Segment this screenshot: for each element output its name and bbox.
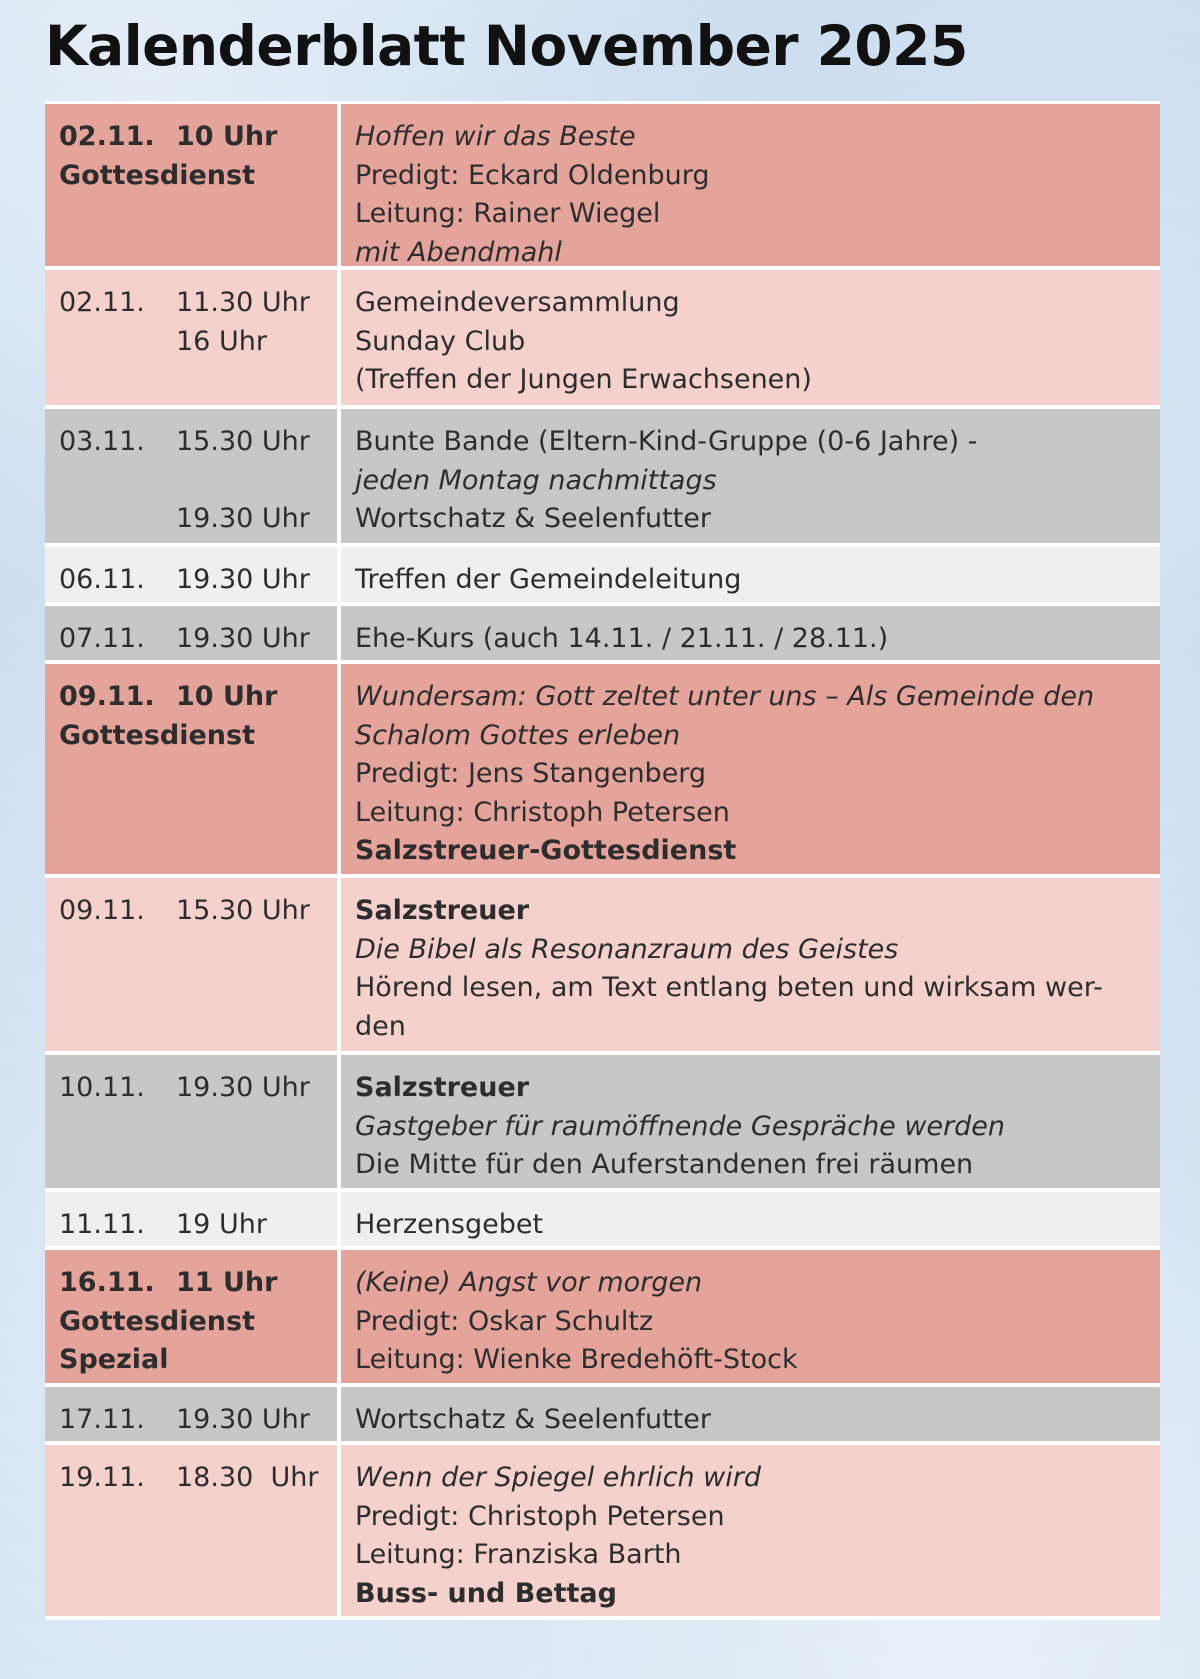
- event-date: 02.11.: [59, 121, 155, 152]
- calendar-row: [45, 1055, 1160, 1192]
- date-cell: [45, 409, 341, 543]
- event-line: Predigt: Eckard Oldenburg: [355, 159, 710, 191]
- calendar-row: [45, 606, 1160, 664]
- event-time: 16 Uhr: [176, 325, 267, 357]
- event-time: 10 Uhr: [176, 121, 278, 152]
- event-time: 19.30 Uhr: [176, 503, 310, 534]
- event-title: Wundersam: Gott zeltet unter uns – Als Gemeinde den: [355, 681, 1095, 712]
- event-title: Schalom Gottes erleben: [355, 719, 681, 751]
- calendar-row: [45, 1192, 1160, 1250]
- event-type: Spezial: [59, 1344, 169, 1375]
- event-date: 07.11.: [59, 623, 145, 654]
- event-details: [341, 1387, 1160, 1441]
- calendar-row: [45, 409, 1160, 547]
- event-title: (Keine) Angst vor morgen: [355, 1267, 703, 1298]
- event-time: 15.30 Uhr: [176, 895, 310, 926]
- event-details: [341, 1192, 1160, 1246]
- date-cell: [45, 1445, 341, 1616]
- event-type: Gottesdienst: [59, 1305, 256, 1337]
- event-line: Sunday Club: [355, 325, 526, 357]
- event-title: Wenn der Spiegel ehrlich wird: [355, 1462, 761, 1493]
- event-line: Wortschatz & Seelenfutter: [355, 1404, 711, 1435]
- event-line: Salzstreuer: [355, 1072, 530, 1103]
- event-time: 19.30 Uhr: [176, 1072, 310, 1103]
- date-cell: [45, 1192, 341, 1246]
- event-time: 15.30 Uhr: [176, 426, 310, 457]
- event-line: Bunte Bande (Eltern-Kind-Gruppe (0-6 Jahre) -: [355, 426, 978, 457]
- date-cell: [45, 270, 341, 405]
- event-line: Predigt: Jens Stangenberg: [355, 758, 707, 789]
- event-details: [341, 1445, 1160, 1616]
- event-date: 11.11.: [59, 1209, 145, 1240]
- calendar-table: [45, 101, 1160, 1620]
- calendar-row: [45, 878, 1160, 1055]
- date-cell: [45, 1055, 341, 1188]
- event-time: 11 Uhr: [176, 1267, 278, 1298]
- event-date: 06.11.: [59, 564, 145, 595]
- event-details: [341, 409, 1160, 543]
- event-date: 17.11.: [59, 1404, 145, 1435]
- event-line: Leitung: Franziska Barth: [355, 1539, 682, 1570]
- event-details: [341, 1055, 1160, 1188]
- date-cell: [45, 1250, 341, 1383]
- event-line: Die Mitte für den Auferstandenen frei räumen: [355, 1149, 974, 1180]
- event-date: 09.11.: [59, 895, 145, 926]
- event-line: Salzstreuer: [355, 895, 530, 926]
- event-time: 19 Uhr: [176, 1209, 267, 1240]
- event-line: Die Bibel als Resonanzraum des Geistes: [355, 933, 899, 965]
- event-line: Leitung: Wienke Bredehöft-Stock: [355, 1344, 798, 1375]
- event-time: 19.30 Uhr: [176, 564, 310, 595]
- event-line: Predigt: Oskar Schultz: [355, 1305, 654, 1337]
- calendar-row: [45, 664, 1160, 878]
- event-time: 11.30 Uhr: [176, 287, 310, 318]
- event-line: den: [355, 1010, 406, 1042]
- event-line: (Treffen der Jungen Erwachsenen): [355, 364, 812, 395]
- event-line: Wortschatz & Seelenfutter: [355, 503, 711, 534]
- event-type: Gottesdienst: [59, 159, 256, 191]
- event-line: jeden Montag nachmittags: [355, 464, 717, 496]
- date-cell: [45, 1387, 341, 1441]
- event-line: Buss- und Bettag: [355, 1577, 617, 1609]
- event-date: 16.11.: [59, 1267, 155, 1298]
- event-line: Ehe-Kurs (auch 14.11. / 21.11. / 28.11.): [355, 623, 889, 654]
- event-details: [341, 104, 1160, 266]
- event-line: Herzensgebet: [355, 1209, 544, 1240]
- event-details: [341, 270, 1160, 405]
- event-line: Leitung: Rainer Wiegel: [355, 198, 661, 229]
- date-cell: [45, 104, 341, 266]
- date-cell: [45, 664, 341, 874]
- event-line: Hörend lesen, am Text entlang beten und wirksam wer-: [355, 972, 1103, 1003]
- event-line: Predigt: Christoph Petersen: [355, 1500, 725, 1532]
- event-date: 09.11.: [59, 681, 155, 712]
- event-time: 10 Uhr: [176, 681, 278, 712]
- date-cell: [45, 606, 341, 660]
- event-details: [341, 1250, 1160, 1383]
- calendar-row: [45, 1387, 1160, 1445]
- date-cell: [45, 547, 341, 602]
- calendar-row: [45, 1250, 1160, 1387]
- event-line: mit Abendmahl: [355, 236, 562, 268]
- event-details: [341, 878, 1160, 1051]
- event-date: 19.11.: [59, 1462, 145, 1493]
- event-line: Gemeindeversammlung: [355, 287, 680, 318]
- event-time: 19.30 Uhr: [176, 1404, 310, 1435]
- event-title: Hoffen wir das Beste: [355, 121, 636, 152]
- page-title: Kalenderblatt November 2025: [45, 14, 968, 78]
- event-line: Treffen der Gemeindeleitung: [355, 564, 742, 595]
- event-date: 02.11.: [59, 287, 145, 318]
- event-date: 10.11.: [59, 1072, 145, 1103]
- event-line: Salzstreuer-Gottesdienst: [355, 835, 737, 866]
- event-time: 18.30 Uhr: [176, 1462, 319, 1493]
- event-time: 19.30 Uhr: [176, 623, 310, 654]
- calendar-row: [45, 1445, 1160, 1620]
- calendar-row: [45, 104, 1160, 270]
- event-line: Leitung: Christoph Petersen: [355, 796, 730, 828]
- event-type: Gottesdienst: [59, 719, 256, 751]
- calendar-row: [45, 270, 1160, 409]
- event-details: [341, 606, 1160, 660]
- event-date: 03.11.: [59, 426, 145, 457]
- date-cell: [45, 878, 341, 1051]
- event-details: [341, 664, 1160, 874]
- event-line: Gastgeber für raumöffnende Gespräche werden: [355, 1110, 1006, 1142]
- calendar-row: [45, 547, 1160, 606]
- event-details: [341, 547, 1160, 602]
